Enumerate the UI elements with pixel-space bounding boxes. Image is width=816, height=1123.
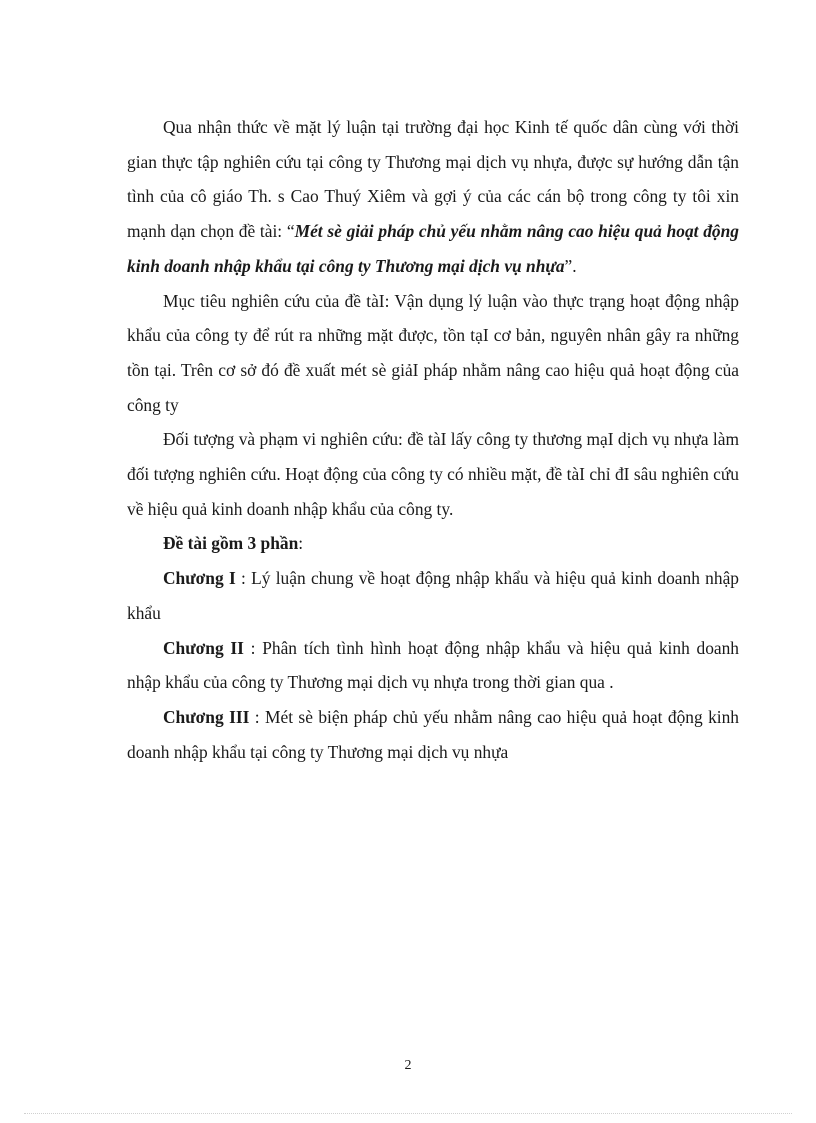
thesis-title: Mét sè giải pháp chủ yếu nhằm nâng cao hiệu quả hoạt động kinh doanh nhập khẩu tại công ty Thương mại dịch vụ nhựa	[127, 221, 739, 276]
page-bottom-divider	[24, 1113, 792, 1114]
chapter-label: Chương I	[163, 568, 236, 589]
document-body	[127, 110, 739, 769]
chapter-item	[127, 561, 739, 630]
intro-text: Qua nhận thức về mặt lý luận tại trường đại học Kinh tế quốc dân cùng với thời gian thực tập nghiên cứu tại công ty Thương mại dịch vụ nhựa, được sự hướng dẫn tận tình của cô giáo Th. s Cao Thuý Xiêm và gợi ý của các cán bộ trong công ty tôi xin mạnh dạn chọn đề tài: “	[127, 117, 739, 242]
objective-paragraph: Mục tiêu nghiên cứu của đề tàI: Vận dụng lý luận vào thực trạng hoạt động nhập khẩu của công ty để rút ra những mặt được, tồn tạI cơ bản, nguyên nhân gây ra những tồn tại. Trên cơ sở đó đề xuất mét sè giảI pháp nhằm nâng cao hiệu quả hoạt động của công ty	[127, 290, 739, 415]
intro-closing: ”.	[564, 255, 577, 276]
structure-heading-colon: :	[298, 533, 304, 554]
structure-heading-text: Đề tài gồm 3 phần	[163, 533, 299, 554]
chapter-description: : Lý luận chung về hoạt động nhập khẩu và hiệu quả kinh doanh nhập khẩu	[127, 568, 739, 623]
chapter-description: : Phân tích tình hình hoạt động nhập khẩu và hiệu quả kinh doanh nhập khẩu của công ty Thương mại dịch vụ nhựa trong thời gian qua .	[127, 637, 740, 693]
intro-paragraph	[127, 110, 739, 284]
chapter-item	[127, 700, 739, 769]
scope-paragraph: Đối tượng và phạm vi nghiên cứu: đề tàI lấy công ty thương mạI dịch vụ nhựa làm đối tượng nghiên cứu. Hoạt động của công ty có nhiều mặt, đề tàI chỉ đI sâu nghiên cứu về hiệu quả kinh doanh nhập khẩu của công ty.	[127, 429, 739, 519]
page-number: 2	[404, 1058, 412, 1073]
chapter-label: Chương II	[163, 637, 244, 658]
chapter-description: : Mét sè biện pháp chủ yếu nhằm nâng cao hiệu quả hoạt động kinh doanh nhập khẩu tại công ty Thương mại dịch vụ nhựa	[127, 706, 739, 762]
chapter-item	[127, 631, 739, 700]
structure-heading	[127, 526, 739, 561]
chapter-label: Chương III	[163, 706, 250, 727]
